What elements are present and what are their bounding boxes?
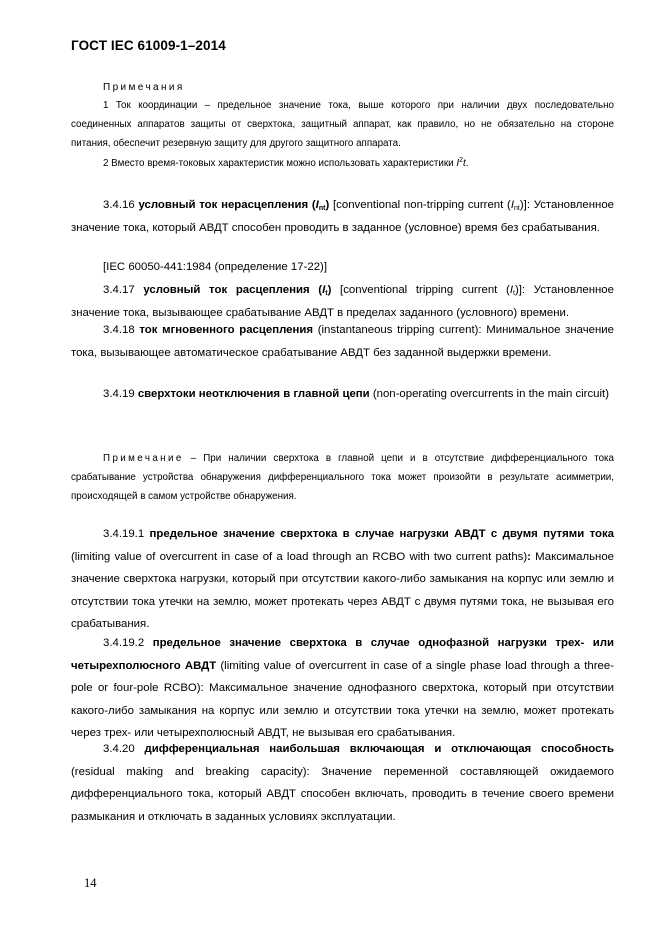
note-2-symbol-i: I [456,158,460,169]
notes-title: Примечания [103,82,185,93]
english-close: )]: [514,284,534,296]
note-1 [71,96,614,153]
term-colon: : [527,550,531,563]
clause-term [138,199,329,211]
note-2-symbol-t: t [462,158,466,169]
term-text: условный ток нерасцепления ( [138,199,316,211]
term-subscript: nt [318,205,326,212]
clause-3-4-20 [71,738,614,828]
clause-definition: Максимальное значение однофазного сверхтока, который при отсутствии какого-либо замыкания на корпус или землю и отсутствии тока утечки на землю, может протекать через трех- или четырехполюсный АВДТ, не вызывая его срабатывания. [71,682,614,740]
clause-term [143,284,331,296]
term-close: ) [327,284,332,296]
term-text: условный ток расцепления ( [143,284,323,296]
english-term: (limiting value of overcurrent in case of a single phase load through a three-pole or four-pole RCBO): [71,659,614,695]
note-2-text: 2 Вместо время-токовых характеристик можно использовать характеристики [103,158,457,169]
english-term: [conventional tripping current ( [331,284,510,296]
clause-term: ток мгновенного расцепления [139,324,314,336]
english-term: [conventional non-tripping current ( [329,199,511,211]
clause-number: 3.4.16 [103,199,139,211]
note-2 [71,154,614,173]
clause-number: 3.4.19.2 [103,637,153,649]
clause-term: сверхтоки неотключения в главной цепи [137,388,370,400]
clause-3-4-19-2 [71,632,614,745]
document-header: ГОСТ IEC 61009-1–2014 [71,38,226,53]
clause-term: дифференциальная наибольшая включающая и отключающая способность [144,743,614,755]
clause-3-4-19-1 [71,523,614,636]
clause-definition: Минимальное значение тока, вызывающее автоматическое срабатывание АВДТ без заданной выдержки времени. [71,324,614,359]
english-subscript: t [512,290,515,297]
reference-text: [IEC 60050-441:1984 (определение 17-22)] [103,261,328,273]
clause-3-4-16 [71,194,614,239]
english-subscript: nt [514,205,520,212]
clause-number: 3.4.17 [103,284,144,296]
clause-3-4-18 [71,319,614,364]
clause-definition: Установленное значение тока, который АВДТ способен проводить в заданное (условное) время без срабатывания. [71,199,614,234]
note-2-superscript: 2 [459,157,463,164]
page-number: 14 [84,876,97,890]
clause-definition: Значение переменной составляющей ожидаемого дифференциального тока, который АВДТ способен включать, проводить в течение своего времени размыкания и отключать в заданных условиях эксплуатации. [71,765,614,823]
note-text: – При наличии сверхтока в главной цепи и в отсутствие дифференциального тока срабатывание устройства обнаружения дифференциального тока может произойти в результате асимметрии, происходящей в самом устройстве обнаружения. [71,453,614,502]
term-symbol: I [315,199,319,211]
clause-3-4-19 [71,383,614,406]
clause-term: предельное значение сверхтока в случае нагрузки АВДТ с двумя путями тока [149,528,614,540]
english-term: (limiting value of overcurrent in case of a load through an RCBO with two current paths) [71,550,528,563]
english-symbol: I [509,284,513,296]
note-2-end: . [465,158,469,169]
term-symbol: I [322,284,326,296]
note-clause-3-4-19 [71,449,614,506]
english-symbol: I [510,199,515,211]
english-term: (residual making and breaking capacity): [71,765,322,778]
clause-number: 3.4.19 [103,388,138,400]
term-subscript: t [325,290,328,297]
note-label: Примечание [103,453,184,464]
term-close: ) [325,199,330,211]
clause-number: 3.4.18 [103,324,140,336]
english-close: )]: [519,199,534,211]
note-1-text: 1 Ток координации – предельное значение тока, выше которого при наличии двух последовательно соединенных аппаратов защиты от сверхтока, защитный аппарат, как правило, но не обязательно на стороне питания, обеспечит резервную защиту для другого защитного аппарата. [71,100,614,149]
clause-definition: Максимальное значение сверхтока нагрузки, который при отсутствии какого-либо замыкания на корпус или землю и отсутствии тока утечки на землю, может протекать через АВДТ с двумя путями тока, не вызывая его срабатывания. [71,550,614,631]
clause-3-4-17 [71,279,614,324]
clause-3-4-16-reference [71,256,614,279]
clause-definition: Установленное значение тока, вызывающее срабатывание АВДТ в пределах заданного (условного) времени. [71,284,614,319]
clause-number: 3.4.19.1 [103,528,150,540]
clause-term: предельное значение сверхтока в случае однофазной нагрузки трех- или четырехполюсного АВДТ [71,637,615,672]
clause-number: 3.4.20 [103,743,145,755]
english-term: (instantaneous tripping current): [313,324,487,336]
english-term: (non-operating overcurrents in the main circuit) [369,388,609,400]
